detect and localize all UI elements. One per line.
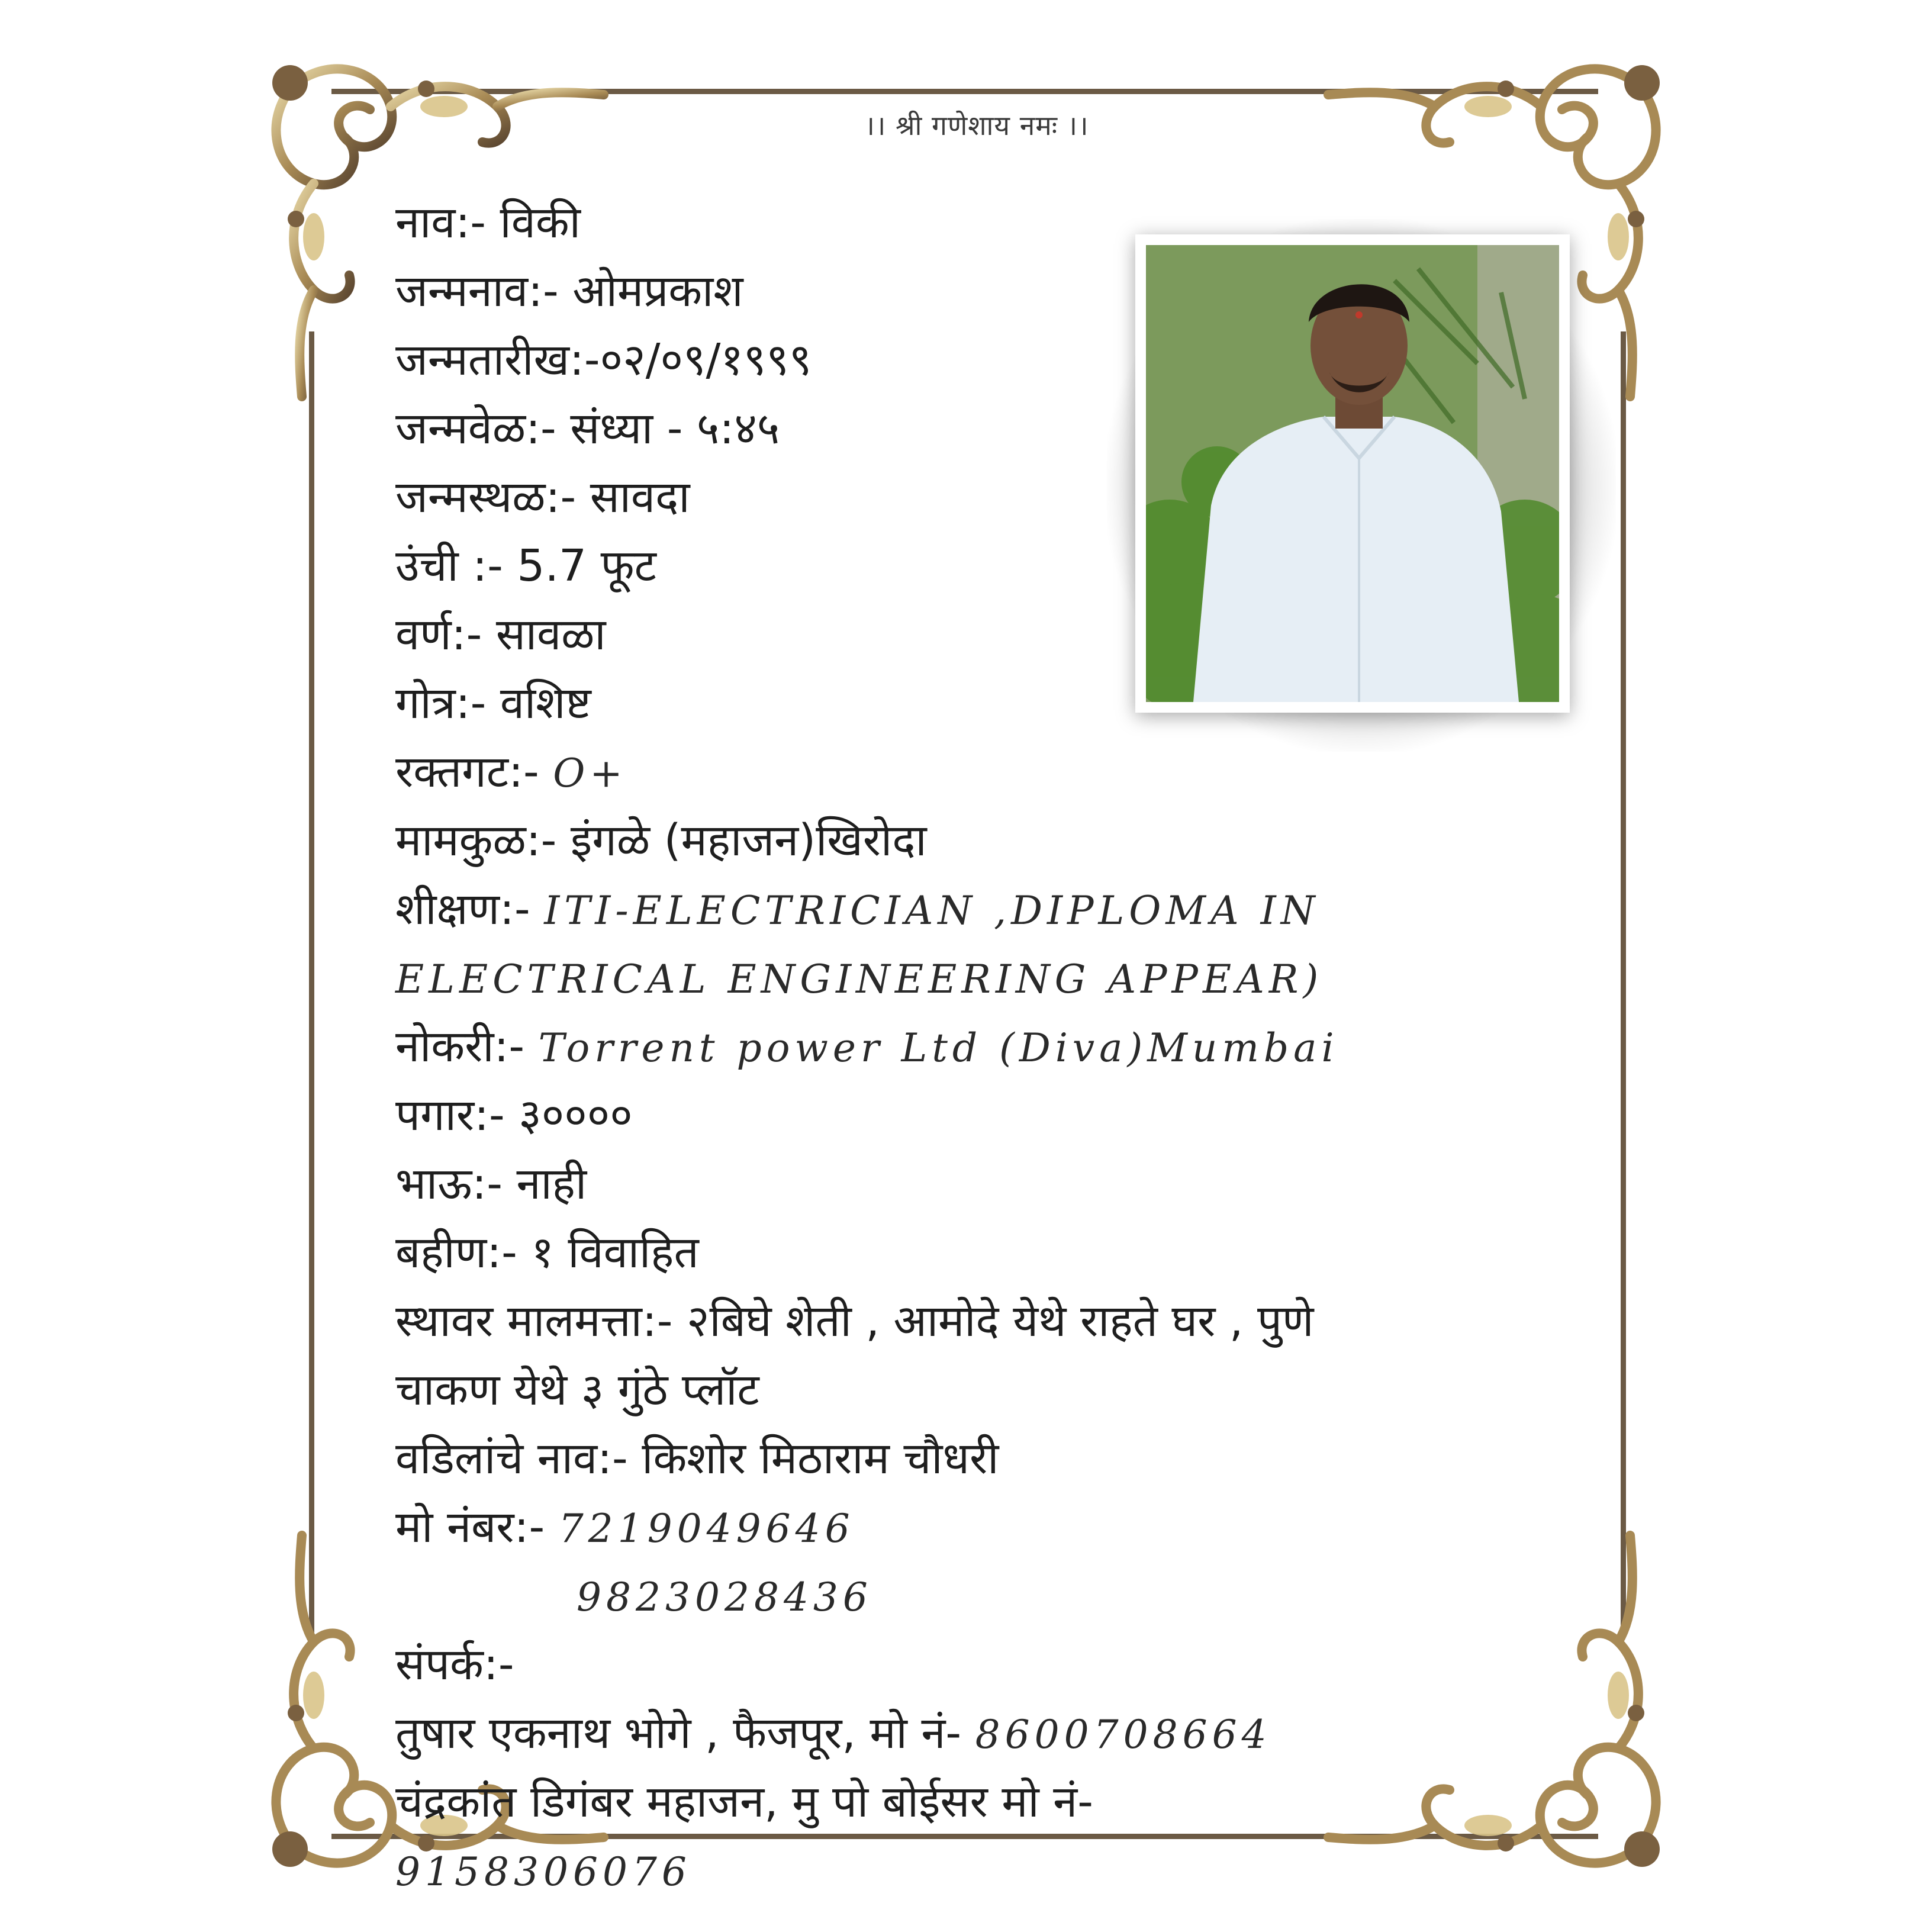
value-birth-name: ओमप्रकाश [572, 266, 743, 317]
row-father-name [395, 1424, 1579, 1493]
value-blood-group: O+ [553, 751, 627, 796]
row-mobile-2 [395, 1561, 1579, 1630]
row-education [395, 875, 1579, 944]
label-property: स्थावर मालमत्ता:- [395, 1296, 687, 1347]
value-name: विकी [500, 197, 581, 248]
label-education: शीक्षण:- [395, 884, 545, 935]
row-brother [395, 1149, 1579, 1218]
row-blood-group [395, 738, 1579, 806]
row-salary [395, 1081, 1579, 1149]
row-job [395, 1012, 1579, 1081]
label-height: उंची :- [395, 540, 517, 591]
row-contact [395, 1630, 1579, 1699]
row-contact-1 [395, 1699, 1579, 1767]
row-maternal-family [395, 806, 1579, 875]
label-contact-2: चंद्रकांत डिगंबर महाजन, मु पो बोईसर मो नं- [395, 1776, 1093, 1827]
label-contact: संपर्क:- [395, 1639, 514, 1690]
row-property-cont [395, 1355, 1579, 1424]
label-birth-place: जन्मस्थळ:- [395, 472, 590, 523]
label-blood-group: रक्तगट:- [395, 746, 553, 797]
label-maternal-family: मामकुळ:- [395, 815, 571, 866]
label-name: नाव:- [395, 197, 500, 248]
label-contact-1: तुषार एकनाथ भोगे , फैजपूर, मो नं- [395, 1708, 975, 1759]
row-birth-place [395, 463, 1579, 532]
row-complexion [395, 600, 1579, 669]
row-education-cont [395, 944, 1579, 1012]
value-father-name: किशोर मिठाराम चौधरी [642, 1433, 999, 1484]
value-complexion: सावळा [495, 609, 606, 660]
value-maternal-family: इंगळे (महाजन)खिरोदा [570, 815, 927, 866]
value-height: 5.7 फूट [517, 540, 656, 591]
row-sister [395, 1218, 1579, 1287]
biodata-content [395, 188, 1579, 1905]
value-mobile-1: 7219049646 [558, 1506, 855, 1551]
value-salary: ३०००० [519, 1090, 633, 1141]
value-brother: नाही [516, 1158, 587, 1209]
label-job: नोकरी:- [395, 1021, 539, 1072]
row-name [395, 188, 1579, 257]
row-height [395, 532, 1579, 600]
frame-left-border [309, 331, 314, 1634]
row-mobile [395, 1493, 1579, 1561]
value-contact-2-phone: 9158306076 [395, 1849, 691, 1895]
value-property: २बिघे शेती , आमोदे येथे राहते घर , पुणे [687, 1296, 1314, 1347]
value-property-cont: चाकण येथे ३ गुंठे प्लॉट [395, 1364, 759, 1415]
label-sister: बहीण:- [395, 1227, 532, 1278]
label-mobile: मो नंबर:- [395, 1502, 559, 1553]
header-invocation: ।। श्री गणेशाय नमः ।। [864, 110, 1089, 141]
row-gotra [395, 669, 1579, 738]
row-birth-name [395, 257, 1579, 326]
value-birth-time: संध्या - ५:४५ [570, 403, 780, 454]
frame-right-border [1621, 331, 1626, 1634]
label-birth-name: जन्मनाव:- [395, 266, 573, 317]
row-property [395, 1287, 1579, 1355]
label-birth-date: जन्मतारीख:- [395, 334, 600, 385]
label-gotra: गोत्र:- [395, 678, 500, 729]
value-sister: १ विवाहित [531, 1227, 699, 1278]
value-birth-place: सावदा [590, 472, 690, 523]
value-mobile-2: 9823028436 [577, 1574, 872, 1620]
value-contact-1-phone: 8600708664 [975, 1712, 1271, 1757]
label-birth-time: जन्मवेळ:- [395, 403, 571, 454]
value-education: ITI-ELECTRICIAN ,DIPLOMA IN [544, 888, 1320, 933]
label-brother: भाऊ:- [395, 1158, 517, 1209]
row-contact-2-phone [395, 1836, 1579, 1905]
value-education-cont: ELECTRICAL ENGINEERING APPEAR) [395, 957, 1324, 1002]
row-birth-date [395, 326, 1579, 394]
value-gotra: वशिष्ट [500, 678, 591, 729]
row-contact-2 [395, 1767, 1579, 1836]
row-birth-time [395, 394, 1579, 463]
label-complexion: वर्ण:- [395, 609, 496, 660]
value-birth-date: ०२/०९/१९९९ [600, 334, 812, 385]
value-job: Torrent power Ltd (Diva)Mumbai [538, 1025, 1339, 1071]
label-salary: पगार:- [395, 1090, 519, 1141]
label-father-name: वडिलांचे नाव:- [395, 1433, 642, 1484]
